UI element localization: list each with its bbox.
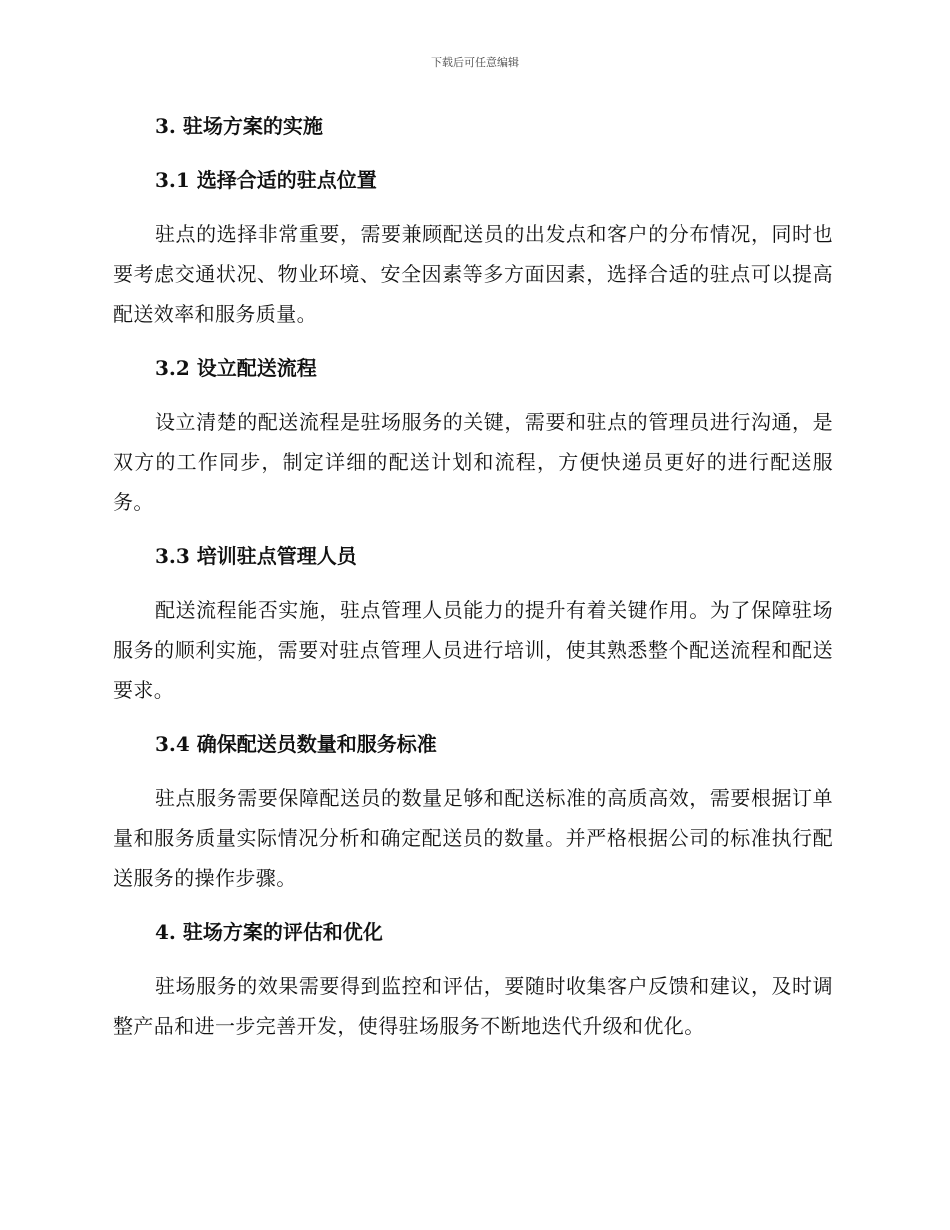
paragraph-3-2: 设立清楚的配送流程是驻场服务的关键，需要和驻点的管理员进行沟通，是双方的工作同步，制定详细的配送计划和流程，方便快递员更好的进行配送服务。 <box>113 410 833 514</box>
section-heading-3-3: 3.3 培训驻点管理人员 <box>155 544 357 568</box>
section-heading-3-1: 3.1 选择合适的驻点位置 <box>155 168 377 192</box>
section-heading-3-2: 3.2 设立配送流程 <box>155 356 317 380</box>
section-heading-3: 3. 驻场方案的实施 <box>155 114 323 138</box>
document-body <box>113 106 833 1060</box>
section-heading-4: 4. 驻场方案的评估和优化 <box>155 920 383 944</box>
paragraph-4: 驻场服务的效果需要得到监控和评估，要随时收集客户反馈和建议，及时调整产品和进一步完善开发，使得驻场服务不断地迭代升级和优化。 <box>113 974 833 1038</box>
section-heading-3-4: 3.4 确保配送员数量和服务标准 <box>155 732 437 756</box>
paragraph-3-4: 驻点服务需要保障配送员的数量足够和配送标准的高质高效，需要根据订单量和服务质量实际情况分析和确定配送员的数量。并严格根据公司的标准执行配送服务的操作步骤。 <box>113 786 833 890</box>
paragraph-3-3: 配送流程能否实施，驻点管理人员能力的提升有着关键作用。为了保障驻场服务的顺利实施，需要对驻点管理人员进行培训，使其熟悉整个配送流程和配送要求。 <box>113 598 833 702</box>
paragraph-3-1: 驻点的选择非常重要，需要兼顾配送员的出发点和客户的分布情况，同时也要考虑交通状况、物业环境、安全因素等多方面因素，选择合适的驻点可以提高配送效率和服务质量。 <box>113 222 833 326</box>
page-header-note: 下载后可任意编辑 <box>431 56 519 69</box>
